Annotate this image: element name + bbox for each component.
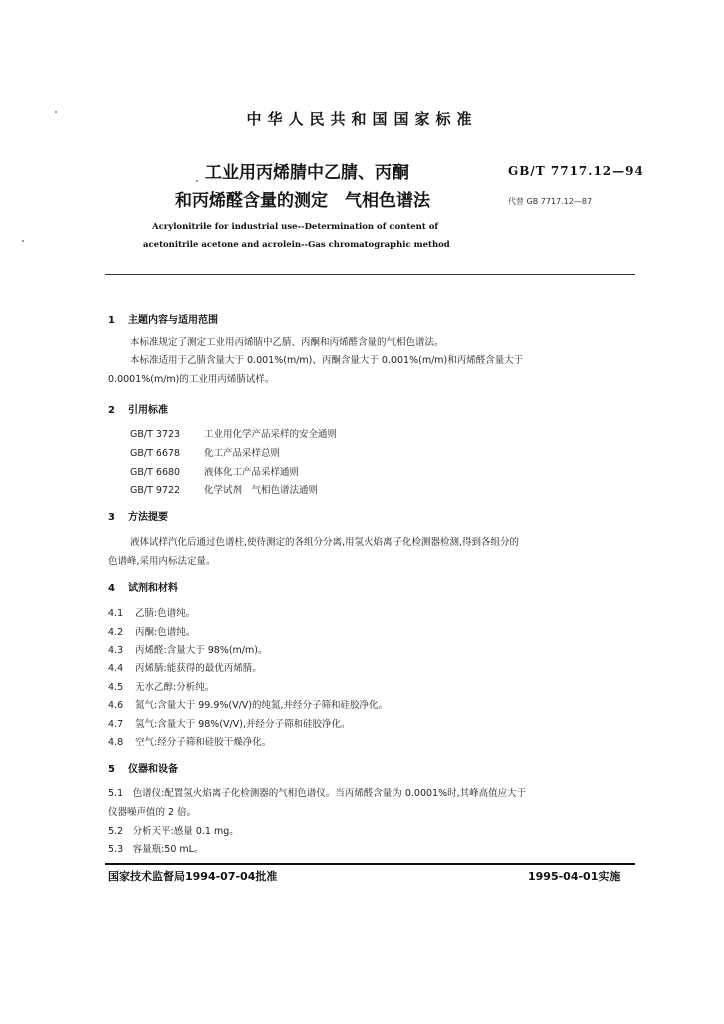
reagent-item — [108, 734, 271, 748]
section-number: 2 — [108, 405, 115, 416]
standard-code: GB/T 7717.12—94 — [508, 164, 644, 178]
section-1-paragraph-2b: 0.0001%(m/m)的工业用丙烯腈试样。 — [108, 374, 275, 385]
item-number: 4.5 — [108, 682, 124, 693]
section-5-heading — [108, 760, 178, 775]
item-text: 丙烯醛:含量大于 98%(m/m)。 — [135, 645, 268, 656]
replaces-note: 代替 GB 7717.12—87 — [508, 197, 593, 206]
section-1-paragraph-1: 本标准规定了测定工业用丙烯腈中乙腈、丙酮和丙烯醛含量的气相色谱法。 — [130, 337, 444, 348]
section-title: 引用标准 — [128, 405, 168, 416]
english-title-line-1: Acrylonitrile for industrial use--Determination of content of — [152, 222, 439, 232]
item-text: 氮气:含量大于 99.9%(V/V)的纯氮,并经分子筛和硅胶净化。 — [135, 700, 389, 711]
section-1-paragraph-2a: 本标准适用于乙腈含量大于 0.001%(m/m)、丙酮含量大于 0.001%(m/m)和丙烯醛含量大于 — [130, 355, 524, 366]
item-text: 丙酮:色谱纯。 — [135, 627, 196, 638]
section-title: 仪器和设备 — [128, 764, 178, 775]
reagent-item — [108, 642, 267, 656]
section-3-paragraph-a: 液体试样汽化后通过色谱柱,使待测定的各组分分离,用氢火焰离子化检测器检测,得到各组分的 — [130, 537, 520, 548]
item-text: 无水乙醇:分析纯。 — [135, 682, 215, 693]
item-number: 4.1 — [108, 608, 124, 619]
implementation-date: 1995-04-01实施 — [528, 870, 621, 883]
section-number: 4 — [108, 583, 115, 594]
section-title: 主题内容与适用范围 — [128, 315, 218, 326]
reagent-item — [108, 660, 262, 674]
reagent-item — [108, 624, 195, 638]
item-number: 4.8 — [108, 737, 124, 748]
equipment-item-5-1b: 仪器噪声值的 2 倍。 — [108, 807, 197, 818]
item-number: 4.6 — [108, 700, 124, 711]
reagent-item — [108, 716, 350, 730]
reference-code: GB/T 9722 — [130, 485, 181, 496]
item-number: 4.2 — [108, 627, 124, 638]
equipment-item-5-2: 5.2 分析天平:感量 0.1 mg。 — [108, 826, 239, 837]
reagent-item — [108, 679, 214, 693]
reference-code: GB/T 3723 — [130, 429, 181, 440]
reference-name: 工业用化学产品采样的安全通则 — [204, 429, 338, 440]
section-number: 3 — [108, 512, 115, 523]
reference-item — [130, 426, 337, 440]
reagent-item — [108, 697, 388, 711]
section-title: 方法提要 — [128, 512, 168, 523]
document-header: 中华人民共和国国家标准 — [246, 110, 478, 128]
section-3-paragraph-b: 色谱峰,采用内标法定量。 — [108, 556, 216, 567]
section-1-heading — [108, 311, 218, 326]
section-3-heading — [108, 508, 168, 523]
header-divider — [105, 274, 635, 275]
title-line-1: 工业用丙烯腈中乙腈、丙酮 — [205, 163, 409, 183]
item-text: 空气:经分子筛和硅胶干燥净化。 — [135, 737, 272, 748]
item-number: 4.3 — [108, 645, 124, 656]
title-line-2: 和丙烯醛含量的测定 气相色谱法 — [175, 191, 430, 211]
section-4-heading — [108, 579, 178, 594]
reference-name: 液体化工产品采样通则 — [204, 467, 300, 478]
footer-divider — [105, 863, 635, 865]
reference-name: 化学试剂 气相色谱法通则 — [204, 485, 319, 496]
item-number: 4.4 — [108, 663, 124, 674]
section-number: 1 — [108, 315, 115, 326]
section-number: 5 — [108, 764, 115, 775]
section-2-heading — [108, 401, 168, 416]
reagent-item — [108, 605, 195, 619]
section-title: 试剂和材料 — [128, 583, 178, 594]
item-text: 乙腈:色谱纯。 — [135, 608, 196, 619]
scan-speck — [196, 180, 198, 182]
approval-date: 国家技术监督局1994-07-04批准 — [108, 870, 278, 883]
equipment-item-5-3: 5.3 容量瓶:50 mL。 — [108, 844, 204, 855]
reference-item — [130, 445, 280, 459]
reference-code: GB/T 6680 — [130, 467, 181, 478]
english-title-line-2: acetonitrile acetone and acrolein--Gas chromatographic method — [143, 240, 450, 250]
reference-item — [130, 464, 299, 478]
reference-name: 化工产品采样总则 — [204, 448, 281, 459]
item-text: 丙烯腈:能获得的最优丙烯腈。 — [135, 663, 262, 674]
reference-code: GB/T 6678 — [130, 448, 181, 459]
reference-item — [130, 482, 318, 496]
item-text: 氢气:含量大于 98%(V/V),并经分子筛和硅胶净化。 — [135, 719, 351, 730]
item-number: 4.7 — [108, 719, 124, 730]
equipment-item-5-1a: 5.1 色谱仪:配置氢火焰离子化检测器的气相色谱仪。当丙烯醛含量为 0.0001%时,其峰高值应大于 — [108, 788, 527, 799]
scan-speck — [22, 240, 24, 242]
